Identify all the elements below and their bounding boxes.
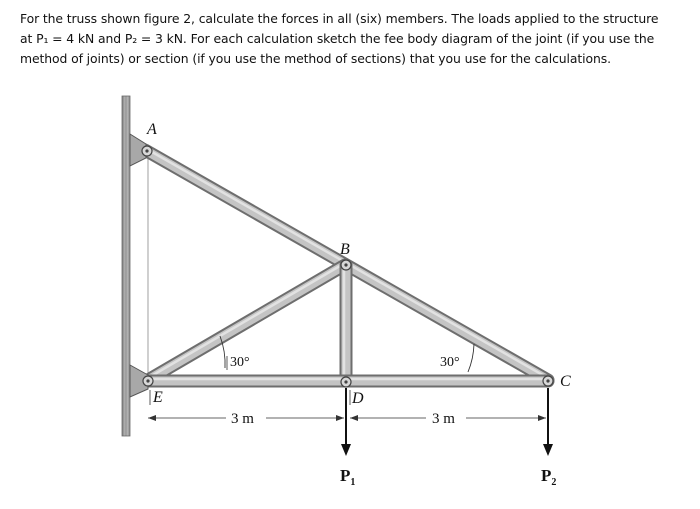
load-label-p2: $P_2$ — [541, 466, 557, 488]
problem-line-2: at P₁ = 4 kN and P₂ = 3 kN. For each calculation sketch the fee body diagram of the joint (if you use the — [20, 31, 655, 46]
angle-right — [440, 344, 474, 372]
member-bd — [344, 265, 346, 380]
dimension-label-left: 3 m — [231, 411, 254, 427]
angle-label-left: 30° — [230, 355, 250, 370]
joint-label-d: D — [352, 390, 364, 407]
problem-line-1: For the truss shown figure 2, calculate the forces in all (six) members. The loads applied to the structure — [20, 11, 659, 26]
problem-line-3: method of joints) or section (if you use the method of sections) that you use for the calculations. — [20, 51, 611, 66]
joint-label-b: B — [340, 241, 350, 258]
joint-label-c: C — [560, 373, 571, 390]
angle-label-right: 30° — [440, 355, 460, 370]
joint-label-a: A — [147, 121, 157, 138]
load-label-p1: $P_1$ — [340, 466, 356, 488]
load-arrow-p2 — [543, 388, 553, 456]
wall-support — [122, 96, 130, 436]
load-arrow-p1 — [341, 388, 351, 456]
joint-label-e: E — [153, 389, 163, 406]
dimension-label-right: 3 m — [432, 411, 455, 427]
